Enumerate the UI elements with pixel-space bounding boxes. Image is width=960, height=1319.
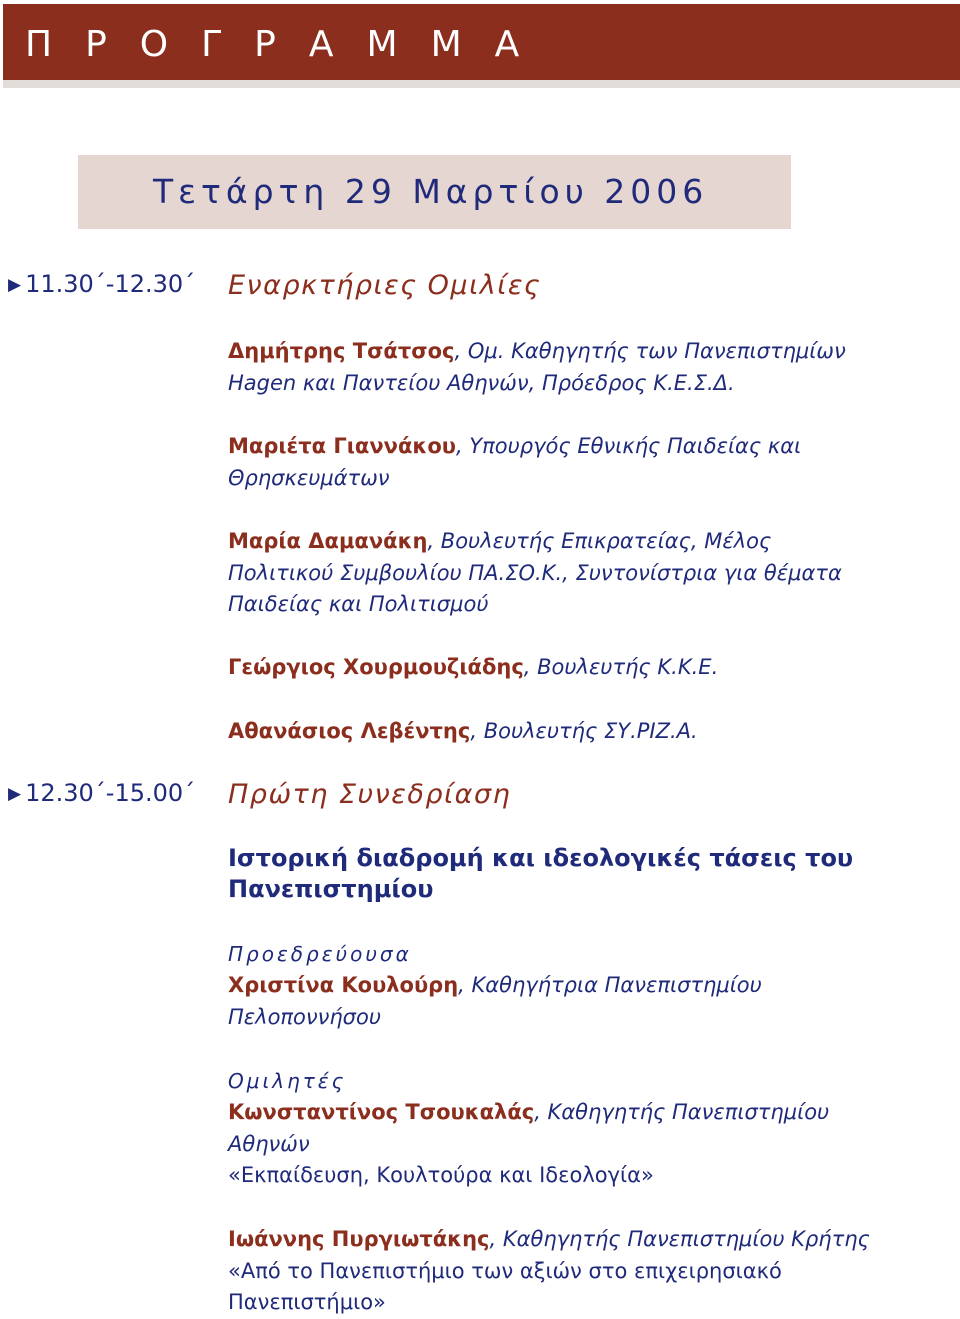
speaker-role: , Βουλευτής Επικρατείας, Μέλος Πολιτικού Συμβουλίου ΠΑ.ΣΟ.Κ., Συντονίστρια για θέματα Παιδείας και Πολιτισμού — [228, 529, 842, 616]
play-arrow-icon: ▶ — [8, 784, 22, 804]
speaker-entry — [228, 1097, 878, 1192]
speaker-name: Μαριέτα Γιαννάκου — [228, 434, 456, 458]
session-time: ▶ 12.30΄-15.00΄ — [8, 779, 196, 807]
date-box — [78, 155, 791, 229]
speaker-role: , Βουλευτής ΣΥ.ΡΙΖ.Α. — [470, 719, 698, 743]
speaker-entry — [228, 1224, 878, 1319]
speakers-label: Ομιλητές — [228, 1069, 347, 1093]
session-topic: Ιστορική διαδρομή και ιδεολογικές τάσεις του Πανεπιστημίου — [228, 844, 854, 903]
speaker-entry — [228, 336, 878, 399]
chair-role: , Καθηγήτρια Πανεπιστημίου Πελοποννήσου — [228, 973, 762, 1029]
session-title: Εναρκτήριες Ομιλίες — [228, 270, 542, 301]
event-date: Τετάρτη 29 Μαρτίου 2006 — [153, 172, 709, 211]
speaker-name: Μαρία Δαμανάκη — [228, 529, 428, 553]
speaker-entry — [228, 716, 878, 748]
speaker-name: Αθανάσιος Λεβέντης — [228, 719, 471, 743]
speaker-role: , Καθηγητής Πανεπιστημίου Κρήτης — [489, 1227, 870, 1251]
chair-entry — [228, 970, 878, 1033]
talk-title: «Από το Πανεπιστήμιο των αξιών στο επιχειρησιακό Πανεπιστήμιο» — [228, 1258, 782, 1314]
speaker-name: Ιωάννης Πυργιωτάκης — [228, 1227, 490, 1251]
session-title: Πρώτη Συνεδρίαση — [228, 779, 512, 810]
page-title: ΠΡΟΓΡΑΜΜΑ — [25, 24, 553, 65]
speaker-name: Δημήτρης Τσάτσος — [228, 339, 455, 363]
speaker-entry — [228, 526, 878, 621]
header-banner — [3, 4, 960, 88]
speaker-role: , Υπουργός Εθνικής Παιδείας και Θρησκευμάτων — [228, 434, 802, 490]
speaker-role: , Βουλευτής Κ.Κ.Ε. — [523, 655, 719, 679]
speaker-entry — [228, 652, 878, 684]
talk-title: «Εκπαίδευση, Κουλτούρα και Ιδεολογία» — [228, 1163, 654, 1187]
chair-label: Προεδρεύουσα — [228, 942, 412, 966]
session-time: ▶ 11.30΄-12.30΄ — [8, 270, 196, 298]
speaker-name: Κωνσταντίνος Τσουκαλάς — [228, 1100, 535, 1124]
speaker-role: , Καθηγητής Πανεπιστημίου Αθηνών — [228, 1100, 830, 1156]
speaker-name: Γεώργιος Χουρμουζιάδης — [228, 655, 524, 679]
speaker-role: , Ομ. Καθηγητής των Πανεπιστημίων Hagen και Παντείου Αθηνών, Πρόεδρος Κ.Ε.Σ.Δ. — [228, 339, 846, 395]
play-arrow-icon: ▶ — [8, 275, 22, 295]
chair-name: Χριστίνα Κουλούρη — [228, 973, 459, 997]
speaker-entry — [228, 431, 878, 494]
